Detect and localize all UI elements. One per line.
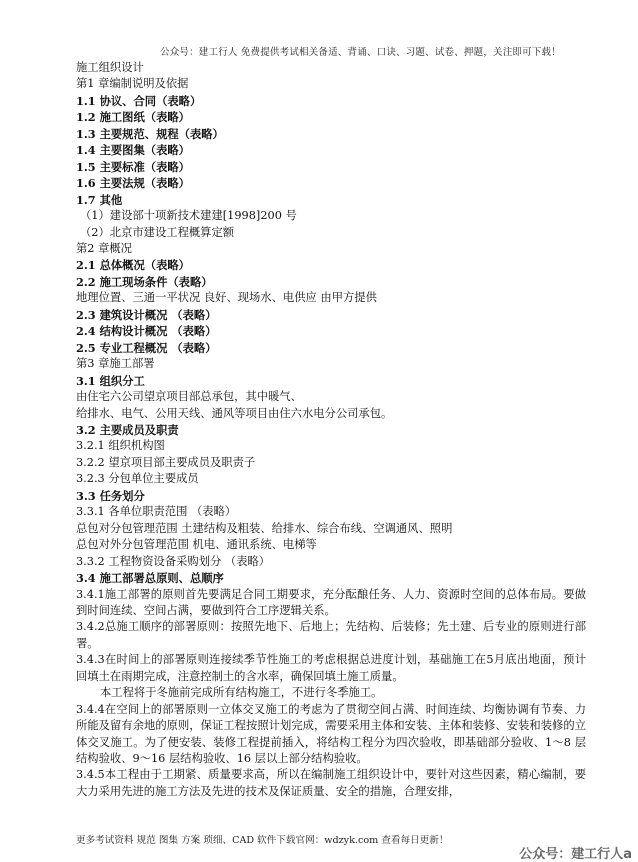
- text-line: 3.3.1 各单位职责范围 （表略）: [76, 505, 237, 519]
- section-heading: 2.1 总体概况（表略）: [76, 258, 190, 273]
- section-heading: 2.3 建筑设计概况 （表略）: [76, 307, 217, 322]
- text-line: 3.4.5本工程由于工期紧、质量要求高，所以在编制施工组织设计中，要针对这些因素，精心编制，要大力采用先进的施工方法及先进的技术及保证质量、安全的措施，合理安排，: [76, 768, 586, 798]
- text-line: （2）北京市建设工程概算定额: [80, 225, 235, 239]
- text-line: 由住宅六公司望京项目部总承包，其中暖气、: [76, 390, 302, 404]
- section-heading: 1.2 施工图纸（表略）: [76, 110, 190, 125]
- section-heading: 3.4 施工部署总原则、总顺序: [76, 571, 224, 586]
- section-heading: 1.6 主要法规（表略）: [76, 176, 190, 191]
- text-line: 第2 章概况: [76, 241, 132, 255]
- text-line: 第3 章施工部署: [76, 357, 155, 371]
- text-line: 3.4.4在空间上的部署原则一立体交叉施工的考虑为了贯彻空间占满、时间连续、均衡协调有节奏、力所能及留有余地的原则，保证工程按照计划完成，需要采用主体和安装、主体和装修、安装和装修的立体交叉施工。为了便安装、装修工程提前插入，将结构工程分为四次验收，即基础部分验收、1～8 层结构验收、9～16 层结构验收、16 层以上部分结构验收。: [76, 702, 586, 766]
- section-heading: 1.3 主要规范、规程（表略）: [76, 126, 224, 141]
- text-line: 3.2.3 分包单位主要成员: [76, 472, 199, 486]
- text-line: 第1 章编制说明及依据: [76, 77, 189, 91]
- text-line: 本工程将于冬施前完成所有结构施工，不进行冬季施工。: [100, 686, 383, 700]
- text-line: 施工组织设计: [76, 61, 144, 74]
- text-line: 3.2.2 望京项目部主要成员及职责子: [76, 455, 256, 469]
- text-line: （1）建设部十项新技术建建[1998]200 号: [80, 209, 297, 223]
- text-line: 给排水、电气、公用天线、通风等项目由住六水电分公司承包。: [76, 406, 393, 420]
- section-heading: 2.2 施工现场条件（表略）: [76, 274, 213, 289]
- section-heading: 3.1 组织分工: [76, 373, 145, 388]
- text-line: 3.4.3在时间上的部署原则连接续季节性施工的考虑根据总进度计划，基础施工在5月底出地面，预计回填土在雨期完成，注意控制土的含水率，确保回填土施工质量。: [76, 653, 586, 683]
- section-heading: 3.2 主要成员及职责: [76, 422, 179, 437]
- section-heading: 1.1 协议、合同（表略）: [76, 93, 202, 108]
- document-body: [76, 60, 586, 800]
- page-footer: 更多考试资料 规范 图集 方案 琐细、CAD 软件下载官网：wdzyk.com 查看每日更新！: [76, 835, 449, 846]
- section-heading: 1.7 其他: [76, 192, 123, 207]
- text-line: 总包对外分包管理范围 机电、通讯系统、电梯等: [76, 538, 317, 552]
- text-line: 3.3.2 工程物资设备采购划分 （表略）: [76, 554, 271, 568]
- text-line: 3.2.1 组织机构图: [76, 439, 165, 453]
- text-line: 3.4.2总施工顺序的部署原则：按照先地下、后地上；先结构、后装修；先土建、后专业的原则进行部署。: [76, 620, 586, 650]
- section-heading: 1.5 主要标准（表略）: [76, 159, 190, 174]
- section-heading: 1.4 主要图集（表略）: [76, 143, 190, 158]
- text-line: 3.4.1施工部署的原则首先要满足合同工期要求，充分酝酿任务、人力、资源时空间的总体布局。要做到时间连续、空间占满，要做到符合工序逻辑关系。: [76, 587, 586, 617]
- section-heading: 3.3 任务划分: [76, 488, 145, 503]
- page-header: 公众号：建工行人 免费提供考试相关备适、背诵、口诀、习题、试卷、押题，关注即可下载！: [160, 47, 561, 58]
- text-line: 地理位置、三通一平状况 良好、现场水、电供应 由甲方提供: [76, 291, 377, 305]
- section-heading: 2.4 结构设计概况 （表略）: [76, 324, 217, 339]
- text-line: 总包对分包管理范围 土建结构及粗装、给排水、综合布线、空调通风、照明: [76, 521, 453, 535]
- watermark-text: 公众号：建工行人a: [519, 847, 632, 862]
- section-heading: 2.5 专业工程概况 （表略）: [76, 340, 217, 355]
